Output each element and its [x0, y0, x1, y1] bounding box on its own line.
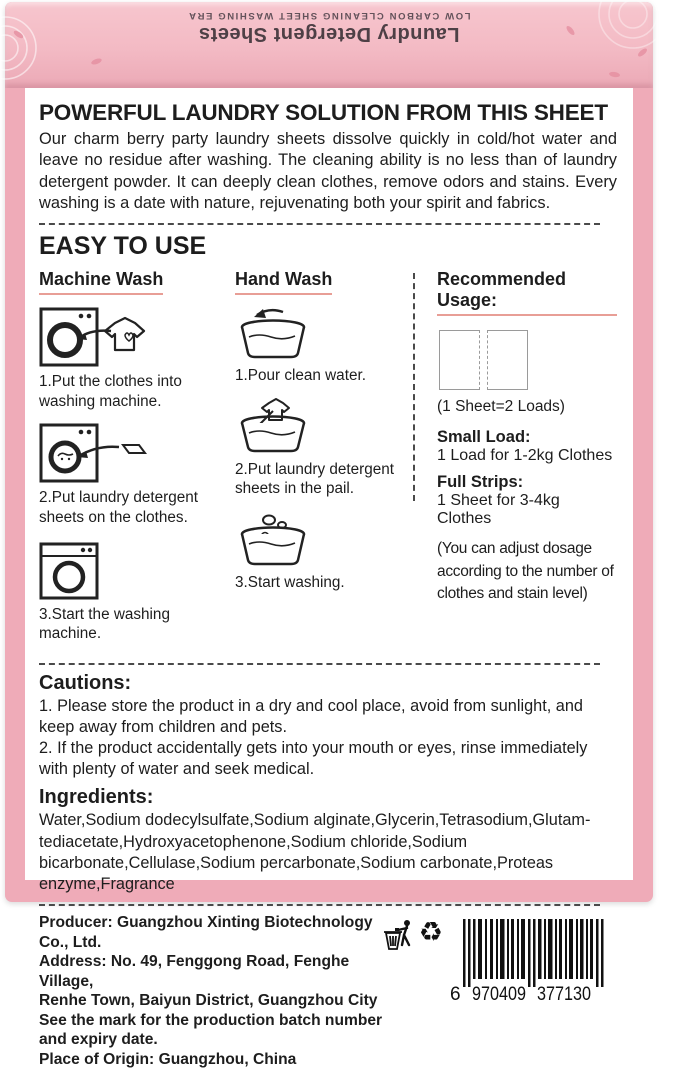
caution-item-2: 2. If the product accidentally gets into your mouth or eyes, rinse immediately with plenty of water and seek medical. — [39, 739, 588, 779]
footer — [39, 913, 617, 1069]
origin-line: Place of Origin: Guangzhou, China — [39, 1050, 297, 1068]
basin-pour-water-icon — [235, 305, 413, 361]
petal-decoration — [609, 71, 621, 78]
machine-wash-step-1 — [39, 305, 235, 411]
petal-decoration — [90, 57, 102, 65]
recommended-usage-column — [425, 269, 617, 605]
basin-bubbles-icon — [235, 512, 413, 568]
hand-wash-step-3 — [235, 512, 413, 593]
instructions-columns — [39, 269, 617, 653]
barcode-digit-first: 6 — [450, 984, 461, 1006]
dosage-adjust-note: (You can adjust dosage according to the number of clothes and stain level) — [437, 540, 614, 603]
product-box — [5, 2, 653, 1068]
flap-tagline: LOW CARBON CLEANING SHEET WASHING ERA — [187, 10, 471, 21]
recommended-usage-title: Recommended Usage: — [437, 269, 617, 316]
eco-icons — [383, 917, 443, 953]
basin-with-shirt-icon — [235, 399, 413, 455]
sheet-half-left — [439, 330, 480, 390]
step-text: 2.Put laundry detergent sheets on the clothes. — [39, 489, 199, 527]
ingredients-body: Water,Sodium dodecylsulfate,Sodium alginate,Glycerin,Tetrasodium,Glutam-tediacetate,Hydroxyacetophenone,Sodium chloride,Sodium bicarbonate,Cellulase,Sodium percarbonate,Sodium carbonate,Proteas enzyme,Fragrance — [39, 811, 591, 893]
dashed-divider — [39, 663, 600, 665]
small-load-value: 1 Load for 1-2kg Clothes — [437, 447, 613, 465]
dashed-vertical-divider — [413, 273, 415, 501]
batch-note: See the mark for the production batch number and expiry date. — [39, 1011, 383, 1049]
barcode-digits-group2: 377130 — [537, 984, 591, 1006]
sheet-note: (1 Sheet=2 Loads) — [437, 398, 565, 416]
dashed-divider — [39, 904, 600, 906]
step-text: 3.Start the washing machine. — [39, 605, 170, 643]
step-text: 3.Start washing. — [235, 574, 345, 592]
caution-item-1: 1. Please store the product in a dry and cool place, avoid from sunlight, and keep away from children and pets. — [39, 696, 583, 736]
address-line-2: Renhe Town, Baiyun District, Guangzhou City — [39, 992, 378, 1010]
sheet-half-right — [487, 330, 528, 390]
machine-wash-column — [39, 269, 235, 653]
hand-wash-step-2 — [235, 399, 413, 499]
box-top-flap — [5, 2, 653, 88]
washing-machine-icon — [39, 538, 235, 600]
step-text: 1.Pour clean water. — [235, 367, 366, 385]
footer-icons-and-barcode — [383, 913, 617, 1069]
full-strips-label: Full Strips: — [437, 473, 524, 492]
hand-wash-column — [235, 269, 413, 605]
machine-wash-step-3 — [39, 538, 235, 644]
intro-title: POWERFUL LAUNDRY SOLUTION FROM THIS SHEET — [39, 100, 608, 125]
producer-info — [39, 913, 383, 1069]
machine-wash-title: Machine Wash — [39, 269, 163, 295]
sheet-halves-icon — [439, 330, 617, 390]
back-panel — [25, 88, 633, 1068]
producer-line: Producer: Guangzhou Xinting Biotechnology Co., Ltd. — [39, 914, 373, 951]
ingredients-title: Ingredients: — [39, 786, 154, 809]
washing-machine-with-sheet-icon — [39, 421, 235, 483]
hand-wash-title: Hand Wash — [235, 269, 332, 295]
intro-body: Our charm berry party laundry sheets dissolve quickly in cold/hot water and leave no residue after washing. The cleaning ability is no less than of laundry detergent powder. It can deeply clean clothes, remove odors and stains. Every washing is a date with nature, rejuvenating both your spirit and fabrics. — [39, 130, 617, 212]
machine-wash-step-2 — [39, 421, 235, 527]
step-text: 2.Put laundry detergent sheets in the pail. — [235, 460, 395, 498]
easy-to-use-title: EASY TO USE — [39, 232, 207, 261]
flap-upside-down-text — [5, 10, 653, 45]
flap-product-name: Laundry Detergent Sheets — [198, 23, 460, 45]
tidy-man-icon — [383, 919, 415, 953]
small-load-label: Small Load: — [437, 428, 531, 447]
cautions-title: Cautions: — [39, 671, 132, 694]
step-text: 1.Put the clothes into washing machine. — [39, 373, 182, 410]
barcode — [449, 917, 617, 1006]
barcode-digits-group1: 970409 — [472, 984, 526, 1006]
hand-wash-step-1 — [235, 305, 413, 386]
full-strips-value: 1 Sheet for 3-4kg Clothes — [437, 492, 560, 528]
recycle-icon: ♻ — [418, 917, 443, 948]
washing-machine-with-shirt-icon — [39, 305, 235, 367]
dashed-divider — [39, 223, 600, 225]
address-line-1: Address: No. 49, Fenggong Road, Fenghe Village, — [39, 953, 350, 990]
